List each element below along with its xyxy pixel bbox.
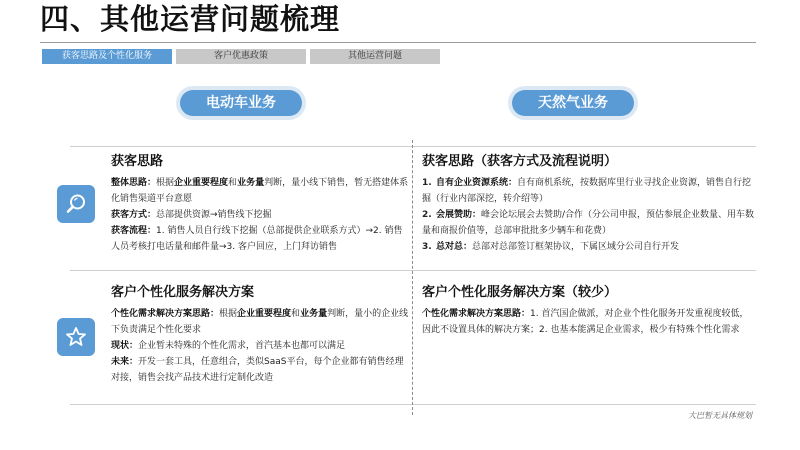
column-divider	[412, 140, 413, 415]
ev-acquisition-section	[111, 153, 409, 255]
title-divider	[40, 42, 756, 43]
row-divider-bottom	[70, 404, 756, 405]
row-divider-top	[70, 146, 756, 147]
tab-bar	[42, 49, 440, 64]
list-item: 2. 会展赞助：峰会论坛展会去赞助/合作（分公司申报，预估参展企业数量、用车数量和商报价值等，总部审批批多少辆车和花费）	[422, 210, 755, 236]
star-icon	[57, 318, 95, 356]
section-heading: 获客思路（获客方式及流程说明）	[422, 154, 618, 169]
search-icon	[57, 185, 95, 223]
acquisition-method: 获客方式：总部提供资源→销售线下挖掘	[111, 210, 272, 220]
acquisition-process: 获客流程：1. 销售人员自行线下挖掘（总部提供企业联系方式）→2. 销售人员考核打电话量和邮件量→3. 客户回应，上门拜访销售	[111, 226, 403, 252]
tab-other-issues[interactable]: 其他运营问题	[310, 49, 440, 64]
page-title: 四、其他运营问题梳理	[40, 2, 341, 36]
gas-acquisition-section	[422, 153, 756, 255]
column-header-gas: 天然气业务	[512, 90, 634, 116]
tab-acquisition-service[interactable]: 获客思路及个性化服务	[42, 49, 172, 64]
section-heading: 获客思路	[111, 154, 164, 169]
footnote: 大巴暂无具体规划	[688, 411, 752, 420]
list-item: 1. 自有企业资源系统：自有商机系统，按数据库里行业寻找企业资源，销售自行挖掘（行业内部深挖，转介绍等）	[422, 178, 752, 204]
row-divider-middle	[70, 270, 756, 271]
section-heading: 客户个性化服务解决方案（较少）	[422, 285, 618, 300]
ev-service-section	[111, 284, 409, 386]
gas-service-section	[422, 284, 756, 338]
list-item: 3. 总对总：总部对总部签订框架协议，下属区域分公司自行开发	[422, 242, 680, 252]
overall-approach: 整体思路：根据企业重要程度和业务量判断，量小线下销售，暂无搭建体系化销售渠道平台意愿	[111, 178, 409, 204]
column-header-ev: 电动车业务	[180, 90, 302, 116]
service-approach: 个性化需求解决方案思路：1. 首汽国企做派，对企业个性化服务开发重视度较低，因此不设置具体的解决方案；2. 也基本能满足企业需求，极少有特殊个性化需求	[422, 309, 749, 335]
section-heading: 客户个性化服务解决方案	[111, 285, 255, 300]
tab-customer-discount[interactable]: 客户优惠政策	[176, 49, 306, 64]
service-future: 未来：开发一套工具，任意组合，类似SaaS平台，每个企业都有销售经理对接，销售会找产品技术进行定制化改造	[111, 357, 404, 383]
service-status: 现状：企业暂未特殊的个性化需求，首汽基本也都可以满足	[111, 341, 346, 351]
service-approach: 个性化需求解决方案思路：根据企业重要程度和业务量判断，量小的企业线下负责满足个性化要求	[111, 309, 409, 335]
